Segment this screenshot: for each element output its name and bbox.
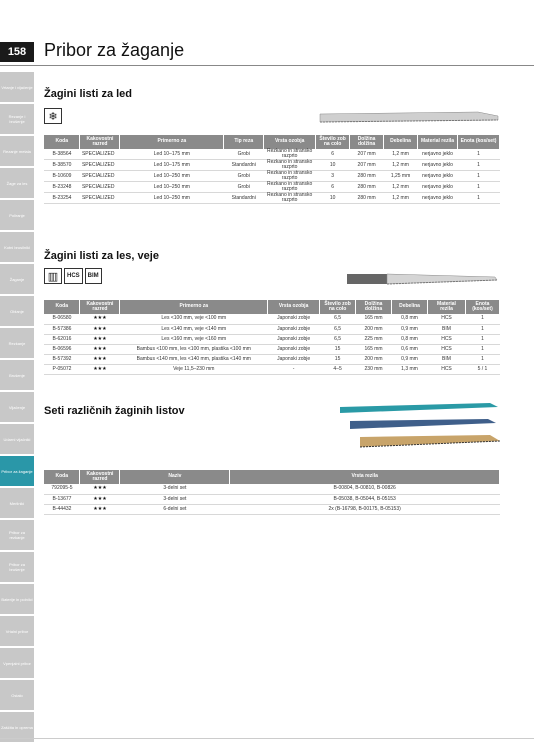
table-cell: Rezkano in stransko razprto (264, 193, 316, 204)
table-cell: HCS (428, 314, 466, 324)
table-cell: 0,9 mm (392, 354, 428, 364)
table-cell: 1 (465, 344, 499, 354)
column-header: Primerno za (120, 300, 268, 314)
table-cell: nerjavno jeklo (418, 182, 458, 193)
column-header: Vrsta ozobja (264, 135, 316, 149)
table-cell: nerjavno jeklo (418, 160, 458, 171)
table-cell: Japonski zobje (268, 314, 320, 324)
table-cell: Rezkano in stransko razprto (264, 149, 316, 160)
table-cell: HCS (428, 344, 466, 354)
sidebar-tab[interactable]: Merilniki (0, 488, 34, 518)
table-cell: 1,25 mm (384, 171, 418, 182)
table-row (44, 171, 500, 182)
table-cell: 15 (320, 344, 356, 354)
column-header: Debelina (384, 135, 418, 149)
table-cell: 5 / 1 (465, 364, 499, 374)
table-cell: 280 mm (350, 182, 384, 193)
table-cell: Grobi (224, 149, 264, 160)
column-header: Kakovostni razred (80, 300, 120, 314)
table-cell: 1 (457, 171, 499, 182)
table-cell: BIM (428, 324, 466, 334)
table-cell: B-38570 (44, 160, 80, 171)
table-cell: 200 mm (356, 354, 392, 364)
table-cell: ★★★ (80, 314, 120, 324)
table-cell: 1 (457, 182, 499, 193)
sidebar-tabs (0, 72, 34, 732)
table-cell: 207 mm (350, 160, 384, 171)
table-cell: HCS (428, 364, 466, 374)
table-cell: 0,8 mm (392, 334, 428, 344)
sidebar-tab[interactable]: Rezanje metala (0, 136, 34, 166)
sidebar-tab[interactable]: Vijačenje (0, 392, 34, 422)
sidebar-tab[interactable]: Brušenje (0, 360, 34, 390)
column-header: Dolžina dolžina (356, 300, 392, 314)
column-header: Koda (44, 470, 80, 484)
table-header-row (44, 135, 500, 149)
blade-sets-table (44, 470, 500, 515)
table-cell: 280 mm (350, 193, 384, 204)
table-cell: SPECIALIZED (80, 182, 120, 193)
table-cell: B-13677 (44, 494, 80, 504)
table-cell: 3-delni set (120, 494, 230, 504)
table-cell: 0,9 mm (392, 324, 428, 334)
blade-set-image (330, 395, 502, 455)
table-cell: BIM (428, 354, 466, 364)
column-header: Material rezila (418, 135, 458, 149)
table-cell: 6 (316, 182, 350, 193)
table-row (44, 494, 500, 504)
table-cell: Standardni (224, 193, 264, 204)
table-header-row (44, 300, 500, 314)
sidebar-tab[interactable]: Žage za les (0, 168, 34, 198)
table-cell: Japonski zobje (268, 344, 320, 354)
table-cell: 6,5 (320, 324, 356, 334)
table-cell: - (268, 364, 320, 374)
table-cell: B-00804, B-00810, B-00826 (230, 484, 500, 494)
table-cell: B-06596 (44, 344, 80, 354)
table-row (44, 182, 500, 193)
table-cell: 1 (457, 149, 499, 160)
column-header: Število zob na colo (316, 135, 350, 149)
table-cell: B-57392 (44, 354, 80, 364)
sidebar-tab[interactable]: Udarni vijačniki (0, 424, 34, 454)
table-cell: 225 mm (356, 334, 392, 344)
table-cell: 6,5 (320, 314, 356, 324)
table-cell: HCS (428, 334, 466, 344)
column-header: Vrsta rezila (230, 470, 500, 484)
table-cell: 0,8 mm (392, 314, 428, 324)
table-header-row (44, 470, 500, 484)
ice-blade-image (318, 106, 500, 128)
table-cell: 3 (316, 171, 350, 182)
table-cell: 1,2 mm (384, 149, 418, 160)
table-cell: 200 mm (356, 324, 392, 334)
table-cell: ★★★ (80, 484, 120, 494)
table-row (44, 504, 500, 514)
table-row (44, 484, 500, 494)
badge-hcs: HCS (64, 268, 83, 284)
table-cell: Led 10–250 mm (120, 193, 224, 204)
wood-blade-image (345, 268, 500, 290)
column-header: Dolžina dolžina (350, 135, 384, 149)
table-cell: ★★★ (80, 364, 120, 374)
column-header: Vrsta ozobja (268, 300, 320, 314)
section-title-ice: Žagini listi za led (44, 88, 133, 100)
sidebar-tab[interactable]: Vpenjalni pribor (0, 648, 34, 678)
page-title: Pribor za žaganje (44, 40, 185, 60)
table-row (44, 314, 500, 324)
column-header: Koda (44, 135, 80, 149)
sidebar-tab[interactable]: Zaščita in oprema (0, 712, 34, 742)
table-row (44, 354, 500, 364)
table-cell: Japonski zobje (268, 324, 320, 334)
table-cell: 207 mm (350, 149, 384, 160)
column-header: Število zob na colo (320, 300, 356, 314)
table-cell: Veje 11,5–230 mm (120, 364, 268, 374)
page-number: 158 (0, 42, 34, 62)
table-cell: 1 (465, 334, 499, 344)
table-cell: B-62016 (44, 334, 80, 344)
table-row (44, 344, 500, 354)
table-cell: B-06580 (44, 314, 80, 324)
table-cell: Les <140 mm, veje <140 mm (120, 324, 268, 334)
sidebar-tab[interactable]: Baterije in polnilci (0, 584, 34, 614)
table-cell: ★★★ (80, 324, 120, 334)
column-header: Material rezila (428, 300, 466, 314)
table-cell: B-23248 (44, 182, 80, 193)
table-cell: ★★★ (80, 494, 120, 504)
column-header: Kakovostni razred (80, 135, 120, 149)
table-cell: B-05038, B-05044, B-05153 (230, 494, 500, 504)
table-cell: 165 mm (356, 314, 392, 324)
section-title-wood: Žagini listi za les, veje (44, 250, 159, 262)
table-cell: 6,5 (320, 334, 356, 344)
sidebar-tab[interactable]: Žaganje (0, 264, 34, 294)
table-cell: 230 mm (356, 364, 392, 374)
table-cell: Led 10–250 mm (120, 182, 224, 193)
table-cell: B-23254 (44, 193, 80, 204)
table-cell: 1,3 mm (392, 364, 428, 374)
table-cell: SPECIALIZED (80, 193, 120, 204)
table-cell: B-10609 (44, 171, 80, 182)
sidebar-tab[interactable]: Rezanje i brušenje (0, 104, 34, 134)
ice-blades-table (44, 135, 500, 204)
table-cell: nerjavno jeklo (418, 149, 458, 160)
table-cell: SPECIALIZED (80, 171, 120, 182)
column-header: Debelina (392, 300, 428, 314)
table-cell: ★★★ (80, 334, 120, 344)
wood-material-icon: ▥ (44, 268, 62, 284)
table-row (44, 160, 500, 171)
table-cell: Led 10–175 mm (120, 149, 224, 160)
table-cell: 1 (465, 324, 499, 334)
column-header: Enota (kos/set) (465, 300, 499, 314)
table-cell: Rezkano in stransko razprto (264, 160, 316, 171)
sidebar-tab[interactable]: Oblanje (0, 296, 34, 326)
table-cell: nerjavno jeklo (418, 171, 458, 182)
table-row (44, 334, 500, 344)
table-cell: 792095-5 (44, 484, 80, 494)
column-header: Koda (44, 300, 80, 314)
table-cell: 1 (457, 193, 499, 204)
table-cell: Led 10–175 mm (120, 160, 224, 171)
table-cell: 1 (457, 160, 499, 171)
sidebar-tab[interactable]: Pribor za rezkanje (0, 520, 34, 550)
table-cell: 10 (316, 160, 350, 171)
table-cell: Les <160 mm, veje <160 mm (120, 334, 268, 344)
table-row (44, 193, 500, 204)
table-cell: 6 (316, 149, 350, 160)
column-header: Primerno za (120, 135, 224, 149)
table-cell: Grobi (224, 171, 264, 182)
table-cell: 165 mm (356, 344, 392, 354)
table-row (44, 324, 500, 334)
table-cell: 10 (316, 193, 350, 204)
table-cell: Standardni (224, 160, 264, 171)
table-cell: 1,2 mm (384, 182, 418, 193)
column-header: Naziv (120, 470, 230, 484)
table-cell: B-38564 (44, 149, 80, 160)
column-header: Tip reza (224, 135, 264, 149)
table-cell: 1,2 mm (384, 160, 418, 171)
top-margin (0, 0, 534, 28)
table-cell: Japonski zobje (268, 354, 320, 364)
wood-blades-table (44, 300, 500, 375)
snowflake-icon: ❄ (44, 108, 62, 124)
table-cell: ★★★ (80, 504, 120, 514)
table-cell: Led 10–250 mm (120, 171, 224, 182)
section2-badges (44, 268, 102, 284)
table-cell: 280 mm (350, 171, 384, 182)
table-cell: 15 (320, 354, 356, 364)
section1-badges (44, 108, 62, 124)
footer-divider (0, 738, 534, 739)
sidebar-tab[interactable]: Pribor za brušenje (0, 552, 34, 582)
table-cell: ★★★ (80, 344, 120, 354)
table-cell: 4–5 (320, 364, 356, 374)
column-header: Enota (kos/set) (457, 135, 499, 149)
section-title-sets: Seti različnih žaginih listov (44, 405, 185, 417)
table-cell: 2x (B-16798, B-00175, B-05153) (230, 504, 500, 514)
table-cell: SPECIALIZED (80, 160, 120, 171)
sidebar-tab[interactable]: Rezkanje (0, 328, 34, 358)
title-divider (0, 65, 534, 66)
table-cell: 1,2 mm (384, 193, 418, 204)
badge-bim: BIM (85, 268, 102, 284)
table-cell: Bambus <100 mm, les <100 mm, plastika <100 mm (120, 344, 268, 354)
table-cell: Japonski zobje (268, 334, 320, 344)
column-header: Kakovostni razred (80, 470, 120, 484)
table-cell: Bambus <140 mm, les <140 mm, plastika <140 mm (120, 354, 268, 364)
sidebar-tab[interactable]: Ostalo (0, 680, 34, 710)
table-cell: 0,6 mm (392, 344, 428, 354)
table-cell: Les <100 mm, veje <100 mm (120, 314, 268, 324)
table-cell: B-44432 (44, 504, 80, 514)
sidebar-tab[interactable]: Pribor za žaganje (0, 456, 34, 486)
table-cell: SPECIALIZED (80, 149, 120, 160)
table-cell: 3-delni set (120, 484, 230, 494)
table-cell: P-05072 (44, 364, 80, 374)
sidebar-tab[interactable]: Kotni brusilniki (0, 232, 34, 262)
sidebar-tab[interactable]: Vrtanje i vijačenje (0, 72, 34, 102)
table-cell: 1 (465, 314, 499, 324)
table-cell: ★★★ (80, 354, 120, 364)
table-cell: nerjavno jeklo (418, 193, 458, 204)
table-cell: B-57386 (44, 324, 80, 334)
table-cell: 1 (465, 354, 499, 364)
sidebar-tab[interactable]: Poliranje (0, 200, 34, 230)
table-row (44, 364, 500, 374)
table-cell: Rezkano in stransko razprto (264, 171, 316, 182)
table-cell: Rezkano in stransko razprto (264, 182, 316, 193)
table-cell: 6-delni set (120, 504, 230, 514)
table-row (44, 149, 500, 160)
table-cell: Grobi (224, 182, 264, 193)
sidebar-tab[interactable]: Vrtalni pribor (0, 616, 34, 646)
